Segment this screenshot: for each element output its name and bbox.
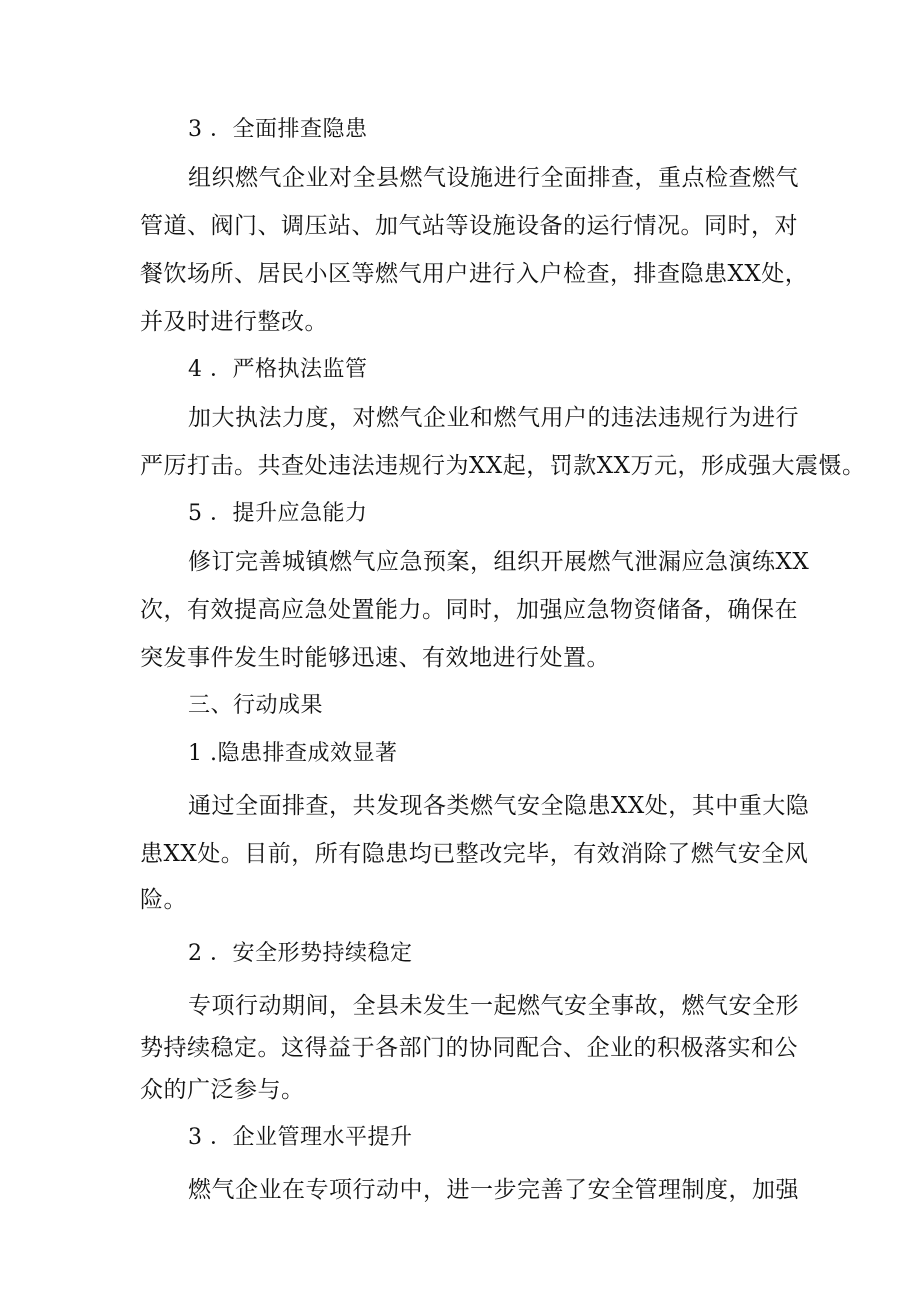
paragraph-line: 餐饮场所、居民小区等燃气用户进行入户检查，排查隐患XX处， [140, 261, 809, 287]
paragraph-line: 修订完善城镇燃气应急预案，组织开展燃气泄漏应急演练XX [188, 549, 810, 575]
paragraph-line: 燃气企业在专项行动中，进一步完善了安全管理制度，加强 [188, 1177, 799, 1203]
paragraph-line: 加大执法力度，对燃气企业和燃气用户的违法违规行为进行 [188, 405, 799, 431]
paragraph-line: 突发事件发生时能够迅速、有效地进行处置。 [140, 645, 610, 671]
paragraph-line: 管道、阀门、调压站、加气站等设施设备的运行情况。同时，对 [140, 213, 798, 239]
section-heading-1: 1 .隐患排查成效显著 [188, 741, 398, 766]
section-heading-5: 5 ．提升应急能力 [188, 501, 368, 526]
paragraph-line: 通过全面排查，共发现各类燃气安全隐患XX处，其中重大隐 [188, 793, 810, 819]
section-heading-3: 3 ．全面排查隐患 [188, 117, 368, 142]
paragraph-line: 严厉打击。共查处违法违规行为XX起，罚款XX万元，形成强大震慑。 [140, 453, 866, 479]
paragraph-line: 并及时进行整改。 [140, 309, 328, 335]
paragraph-line: 专项行动期间，全县未发生一起燃气安全事故，燃气安全形 [188, 993, 799, 1019]
section-heading-4: 4 ．严格执法监管 [188, 357, 368, 382]
paragraph-line: 险。 [140, 887, 187, 913]
paragraph-line: 组织燃气企业对全县燃气设施进行全面排查，重点检查燃气 [188, 165, 799, 191]
chapter-heading: 三、行动成果 [188, 693, 324, 718]
paragraph-line: 患XX处。目前，所有隐患均已整改完毕，有效消除了燃气安全风 [140, 841, 809, 867]
section-heading-2: 2 ．安全形势持续稳定 [188, 941, 413, 966]
paragraph-line: 众的广泛参与。 [140, 1077, 305, 1103]
paragraph-line: 次，有效提高应急处置能力。同时，加强应急物资储备，确保在 [140, 597, 798, 623]
paragraph-line: 势持续稳定。这得益于各部门的协同配合、企业的积极落实和公 [140, 1035, 798, 1061]
section-heading-3b: 3 ．企业管理水平提升 [188, 1125, 413, 1150]
